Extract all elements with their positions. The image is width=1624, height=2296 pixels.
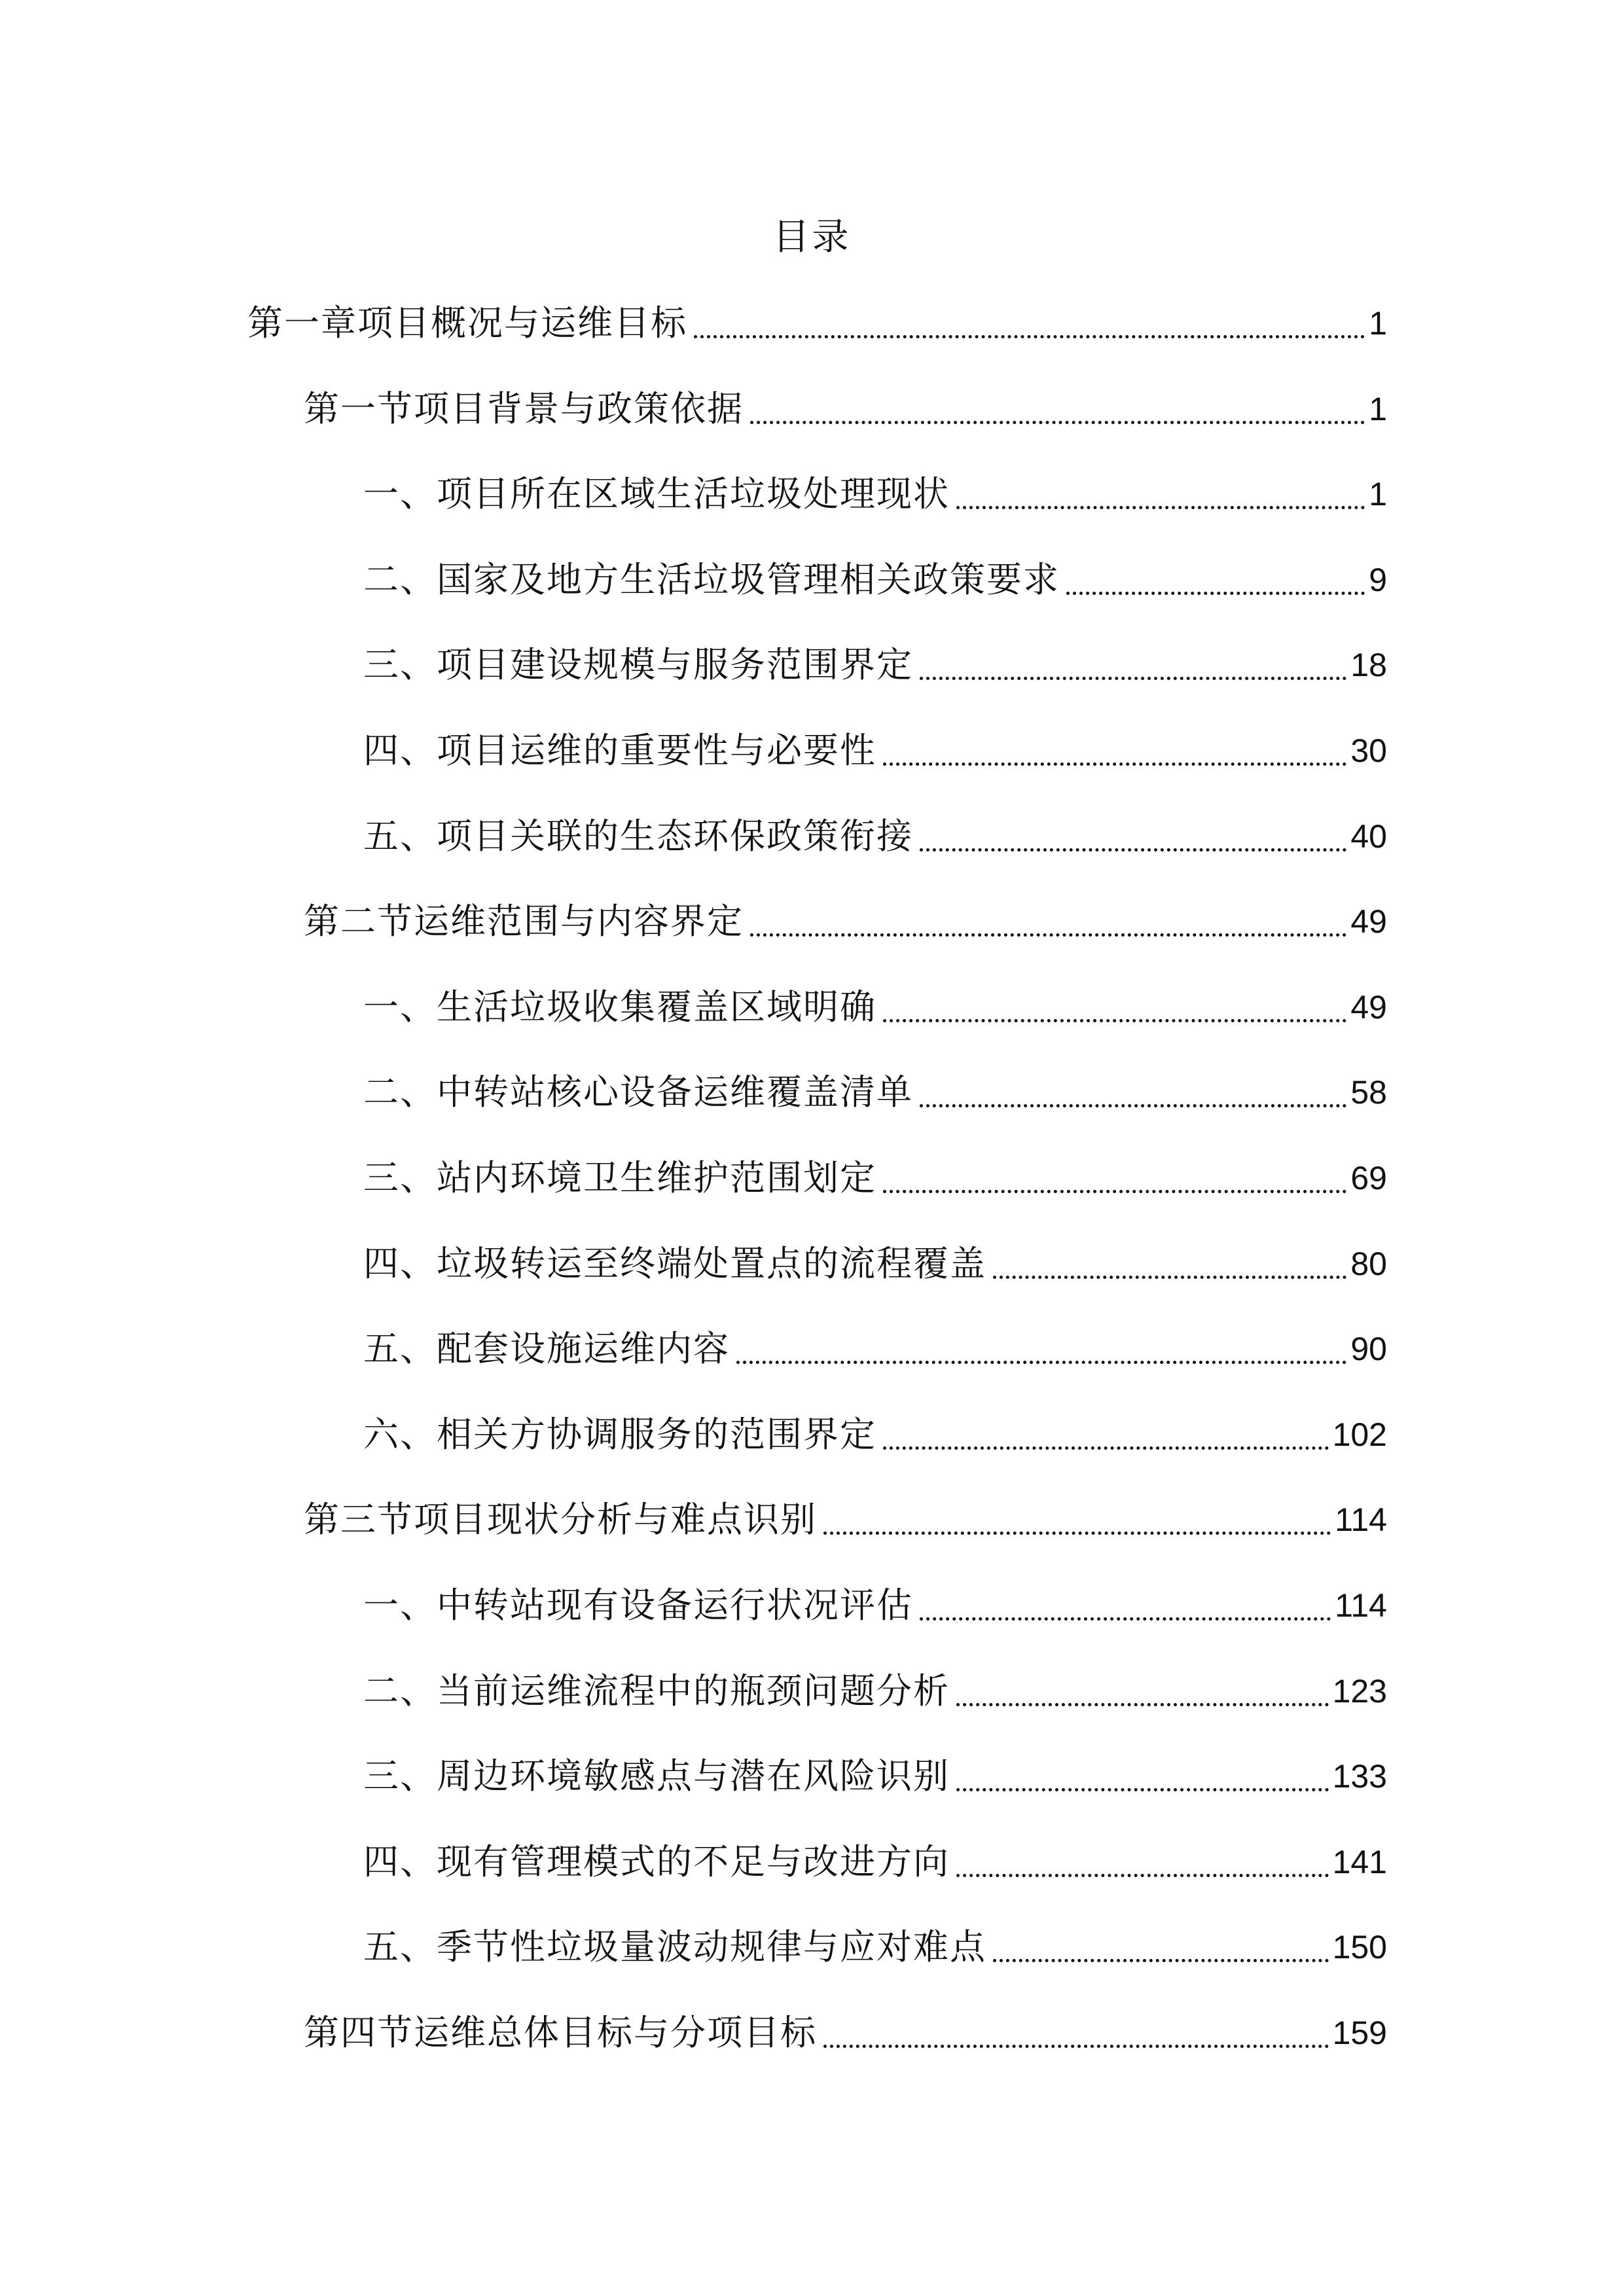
toc-entry-label: 第一章项目概况与运维目标	[247, 302, 687, 344]
toc-leader-dots	[823, 2045, 1329, 2048]
toc-leader-dots	[956, 1874, 1329, 1877]
toc-leader-dots	[920, 1104, 1346, 1107]
toc-entry[interactable]	[363, 807, 1387, 866]
toc-entry-page-number: 18	[1350, 647, 1387, 684]
toc-entry-label: 第一节项目背景与政策依据	[304, 387, 744, 429]
toc-leader-dots	[694, 335, 1365, 338]
toc-entry[interactable]	[363, 1747, 1387, 1806]
toc-entry-page-number: 102	[1332, 1416, 1387, 1453]
toc-leader-dots	[920, 1617, 1331, 1621]
toc-entry[interactable]	[363, 1063, 1387, 1122]
toc-leader-dots	[956, 506, 1365, 509]
toc-entry[interactable]	[363, 1405, 1387, 1464]
toc-entry-page-number: 1	[1369, 305, 1387, 342]
toc-entry-label: 二、当前运维流程中的瓶颈问题分析	[363, 1670, 950, 1712]
toc-entry-label: 第三节项目现状分析与难点识别	[304, 1499, 817, 1541]
toc-entry-label: 五、项目关联的生态环保政策衔接	[363, 815, 913, 857]
toc-entry[interactable]	[363, 978, 1387, 1037]
toc-leader-dots	[883, 1446, 1329, 1450]
toc-leader-dots	[993, 1276, 1346, 1279]
toc-entry-page-number: 40	[1350, 817, 1387, 855]
toc-entry-label: 五、季节性垃圾量波动规律与应对难点	[363, 1926, 986, 1968]
toc-entry[interactable]	[304, 2003, 1387, 2062]
toc-entry-page-number: 1	[1369, 390, 1387, 427]
toc-entry[interactable]	[363, 1234, 1387, 1293]
toc-entry-label: 三、项目建设规模与服务范围界定	[363, 644, 913, 686]
toc-entry-page-number: 49	[1350, 988, 1387, 1026]
toc-entry-page-number: 141	[1332, 1843, 1387, 1880]
toc-entry[interactable]	[304, 892, 1387, 951]
toc-entry-page-number: 30	[1350, 732, 1387, 769]
toc-entry[interactable]	[363, 465, 1387, 524]
toc-entry-label: 第二节运维范围与内容界定	[304, 901, 744, 942]
toc-entry[interactable]	[363, 1662, 1387, 1721]
toc-leader-dots	[750, 933, 1346, 937]
toc-entry[interactable]	[363, 636, 1387, 694]
toc-entry-label: 一、中转站现有设备运行状况评估	[363, 1585, 913, 1626]
toc-entry-page-number: 150	[1332, 1929, 1387, 1966]
toc-entry-label: 第四节运维总体目标与分项目标	[304, 2012, 817, 2053]
toc-entry-label: 六、相关方协调服务的范围界定	[363, 1413, 876, 1455]
toc-entry-page-number: 69	[1350, 1160, 1387, 1196]
toc-entry-label: 四、项目运维的重要性与必要性	[363, 730, 876, 771]
toc-leader-dots	[920, 848, 1346, 852]
toc-entry-label: 三、站内环境卫生维护范围划定	[363, 1157, 876, 1198]
toc-entry-page-number: 80	[1350, 1245, 1387, 1282]
toc-leader-dots	[736, 1361, 1346, 1364]
toc-leader-dots	[956, 1788, 1329, 1791]
toc-entry[interactable]	[247, 294, 1387, 353]
toc-leader-dots	[883, 762, 1346, 766]
toc-entry-label: 四、现有管理模式的不足与改进方向	[363, 1840, 950, 1882]
toc-entry[interactable]	[304, 1490, 1387, 1549]
toc-entry-page-number: 159	[1332, 2015, 1387, 2051]
toc-leader-dots	[823, 1532, 1331, 1535]
toc-entry-label: 三、周边环境敏感点与潜在风险识别	[363, 1755, 950, 1797]
toc-leader-dots	[750, 421, 1365, 424]
toc-entry[interactable]	[363, 1319, 1387, 1378]
toc-entry-label: 一、生活垃圾收集覆盖区域明确	[363, 986, 876, 1028]
toc-leader-dots	[883, 1190, 1346, 1193]
toc-entry-label: 四、垃圾转运至终端处置点的流程覆盖	[363, 1242, 986, 1284]
toc-entry[interactable]	[363, 1833, 1387, 1892]
toc-entry-page-number: 58	[1350, 1074, 1387, 1111]
toc-entry[interactable]	[363, 721, 1387, 780]
toc-entry-label: 五、配套设施运维内容	[363, 1328, 730, 1370]
toc-entry-page-number: 114	[1335, 1587, 1387, 1624]
toc-entry[interactable]	[363, 1918, 1387, 1977]
toc-entry-page-number: 9	[1369, 561, 1387, 598]
toc-entry[interactable]	[363, 1149, 1387, 1208]
toc-entry-label: 二、国家及地方生活垃圾管理相关政策要求	[363, 558, 1060, 600]
toc-entry-page-number: 90	[1350, 1331, 1387, 1368]
toc-entry-page-number: 49	[1350, 903, 1387, 941]
toc-leader-dots	[956, 1703, 1329, 1706]
toc-entry-page-number: 1	[1369, 476, 1387, 513]
toc-entry[interactable]	[363, 550, 1387, 609]
toc-entry-page-number: 114	[1335, 1501, 1387, 1539]
toc-entry[interactable]	[363, 1576, 1387, 1635]
toc-entry-page-number: 133	[1332, 1758, 1387, 1795]
toc-entry[interactable]	[304, 380, 1387, 439]
toc-title: 目录	[772, 216, 852, 259]
toc-leader-dots	[883, 1019, 1346, 1022]
toc-entry-label: 一、项目所在区域生活垃圾处理现状	[363, 473, 950, 515]
toc-leader-dots	[920, 677, 1346, 680]
toc-leader-dots	[1066, 592, 1365, 595]
toc-entry-page-number: 123	[1332, 1672, 1387, 1710]
toc-entry-label: 二、中转站核心设备运维覆盖清单	[363, 1071, 913, 1113]
toc-leader-dots	[993, 1959, 1329, 1962]
